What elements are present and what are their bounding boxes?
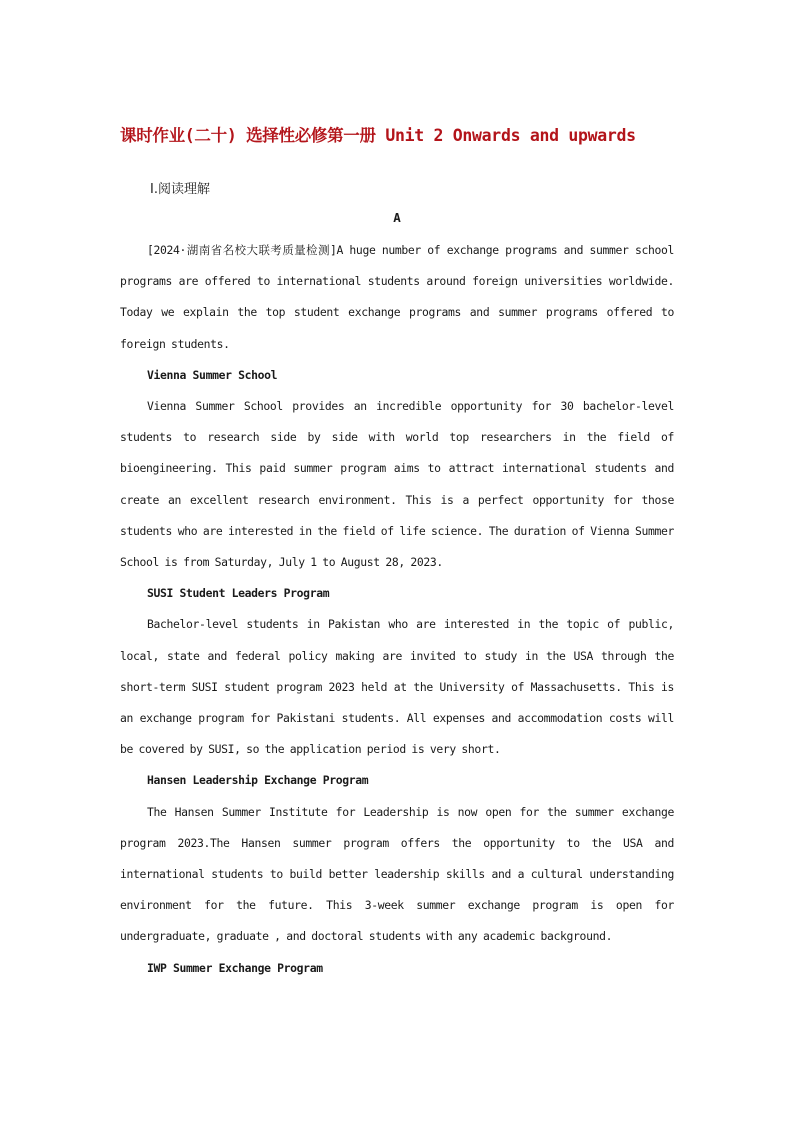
passage-body: [120, 235, 674, 984]
program-heading: IWP Summer Exchange Program: [147, 960, 323, 975]
page-title: 课时作业(二十) 选择性必修第一册 Unit 2 Onwards and upwards: [120, 126, 636, 145]
program-paragraph: Bachelor-level students in Pakistan who are interested in the topic of public, local, state and federal policy making are invited to study in the USA through the short-term SUSI student program 2023 held at the University of Massachusetts. This is an exchange program for Pakistani students. All expenses and accommodation costs will be covered by SUSI, so the application period is very short.: [120, 617, 674, 757]
passage-letter: A: [393, 210, 401, 225]
program-heading: SUSI Student Leaders Program: [147, 586, 330, 601]
program-paragraph: Vienna Summer School provides an incredible opportunity for 30 bachelor-level students to research side by side with world top researchers in the field of bioengineering. This paid summer program aims to attract international students and create an excellent research environment. This is a perfect opportunity for those students who are interested in the field of life science. The duration of Vienna Summer School is from Saturday, July 1 to August 28, 2023.: [120, 399, 674, 570]
intro-paragraph: [2024·湖南省名校大联考质量检测]A huge number of exchange programs and summer school programs are offered to international students around foreign universities worldwide. Today we explain the top student exchange programs and summer programs offered to foreign students.: [120, 243, 674, 351]
program-paragraph: The Hansen Summer Institute for Leadership is now open for the summer exchange program 2023.The Hansen summer program offers the opportunity to the USA and international students to build better leadership skills and a cultural understanding environment for the future. This 3-week summer exchange program is open for undergraduate, graduate , and doctoral students with any academic background.: [120, 804, 674, 944]
program-heading: Hansen Leadership Exchange Program: [147, 773, 369, 788]
section-label: Ⅰ.阅读理解: [150, 182, 210, 197]
program-heading: Vienna Summer School: [147, 367, 278, 382]
